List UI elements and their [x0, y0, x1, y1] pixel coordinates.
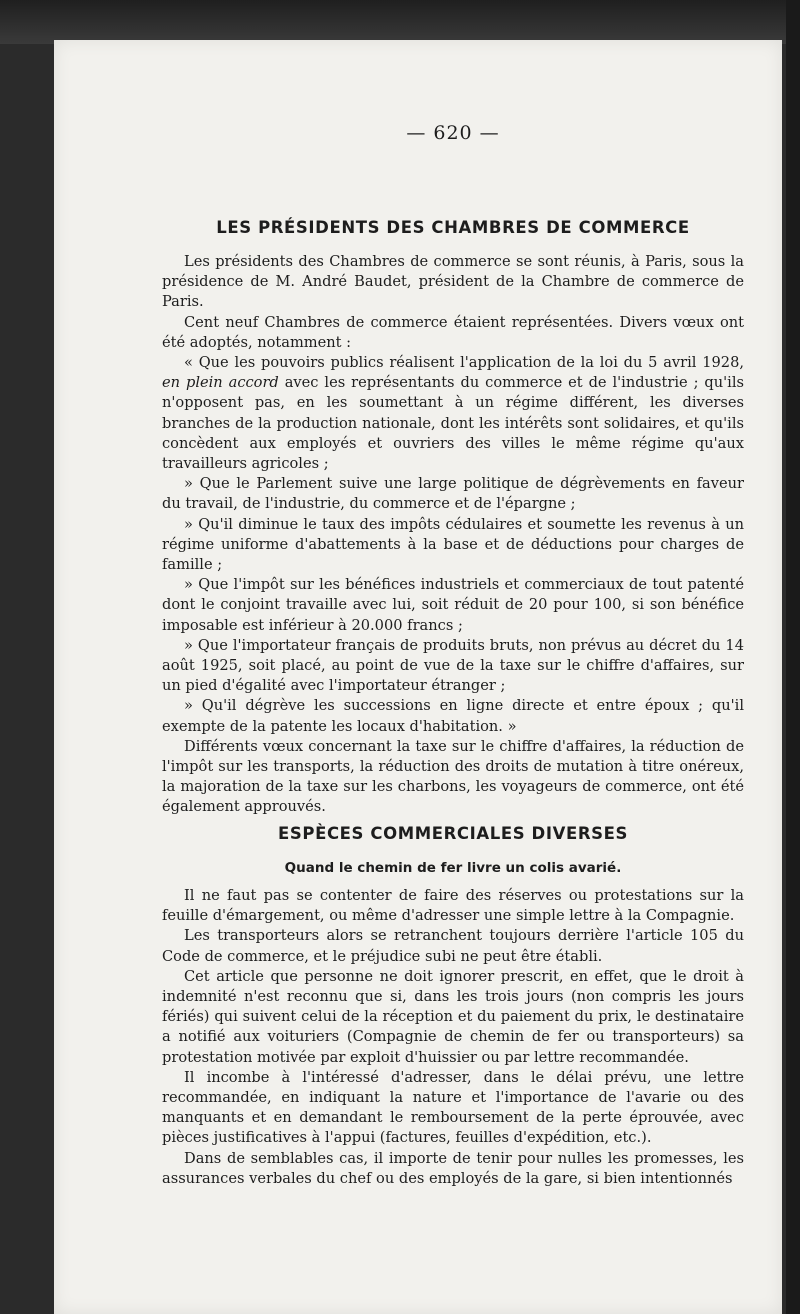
section-title-presidents: LES PRÉSIDENTS DES CHAMBRES DE COMMERCE: [216, 218, 690, 237]
paragraph-text: avec les représentants du commerce et de l'industrie ; qu'ils n'opposent pas, en les soumettant à un régime différent, les diverses branches de la production nationale, dont les intérêts sont solidaires, et qu'ils concèdent aux employés et ouvriers des villes le même régime qu'aux travailleurs agricoles ;: [162, 374, 744, 473]
paragraph: Il incombe à l'intéressé d'adresser, dans le délai prévu, une lettre recommandée, en indiquant la nature et l'importance de l'avarie ou des manquants et en demandant le remboursement de la perte éprouvée, avec pièces justificatives à l'appui (factures, feuilles d'expédition, etc.).: [162, 1068, 744, 1147]
paragraph: » Qu'il dégrève les successions en ligne directe et entre époux ; qu'il exempte de la patente les locaux d'habitation. »: [162, 697, 744, 735]
paragraph: » Qu'il diminue le taux des impôts cédulaires et soumette les revenus à un régime uniforme d'abattements à la base et de déductions pour charges de famille ;: [162, 515, 744, 574]
paragraph: Les transporteurs alors se retranchent toujours derrière l'article 105 du Code de commerce, et le préjudice subi ne peut être établi.: [162, 927, 744, 965]
scan-border-right: [786, 0, 800, 1314]
italic-phrase: en plein accord: [162, 374, 279, 392]
paragraph-text: « Que les pouvoirs publics réalisent l'application de la loi du 5 avril 1928,: [184, 354, 744, 372]
paragraph: Les présidents des Chambres de commerce se sont réunis, à Paris, sous la présidence de M. André Baudet, président de la Chambre de commerce de Paris.: [162, 253, 744, 311]
scan-border-top: [0, 0, 800, 44]
paragraph: Dans de semblables cas, il importe de tenir pour nulles les promesses, les assurances verbales du chef ou des employés de la gare, si bien intentionnés: [162, 1149, 744, 1187]
paragraph: Différents vœux concernant la taxe sur le chiffre d'affaires, la réduction de l'impôt sur les transports, la réduction des droits de mutation à titre onéreux, la majoration de la taxe sur les charbons, les voyageurs de commerce, ont été également approuvés.: [162, 737, 744, 816]
section-body-especes: [162, 886, 744, 1189]
paragraph: » Que l'importateur français de produits bruts, non prévus au décret du 14 août 1925, soit placé, au point de vue de la taxe sur le chiffre d'affaires, sur un pied d'égalité avec l'importateur étranger ;: [162, 636, 744, 695]
page-number: — 620 —: [406, 122, 500, 144]
section-title-especes: ESPÈCES COMMERCIALES DIVERSES: [278, 824, 628, 843]
paragraph: Cet article que personne ne doit ignorer prescrit, en effet, que le droit à indemnité n'est reconnu que si, dans les trois jours (non compris les jours fériés) qui suivent celui de la réception et du paiement du prix, le destinataire a notifié aux voituriers (Compagnie de chemin de fer ou transporteurs) sa protestation motivée par exploit d'huissier ou par lettre recommandée.: [162, 967, 744, 1066]
document-page: [54, 40, 782, 1314]
paragraph: Cent neuf Chambres de commerce étaient représentées. Divers vœux ont été adoptés, notamment :: [162, 313, 744, 351]
paragraph: Il ne faut pas se contenter de faire des réserves ou protestations sur la feuille d'émargement, ou même d'adresser une simple lettre à la Compagnie.: [162, 887, 744, 925]
paragraph-quote-start: [162, 353, 744, 474]
section-subtitle: Quand le chemin de fer livre un colis avarié.: [284, 860, 622, 876]
paragraph: » Que le Parlement suive une large politique de dégrèvements en faveur du travail, de l'industrie, du commerce et de l'épargne ;: [162, 475, 744, 513]
paragraph: » Que l'impôt sur les bénéfices industriels et commerciaux de tout patenté dont le conjoint travaille avec lui, soit réduit de 20 pour 100, si son bénéfice imposable est inférieur à 20.000 francs ;: [162, 576, 744, 634]
section-body-presidents: [162, 252, 744, 818]
